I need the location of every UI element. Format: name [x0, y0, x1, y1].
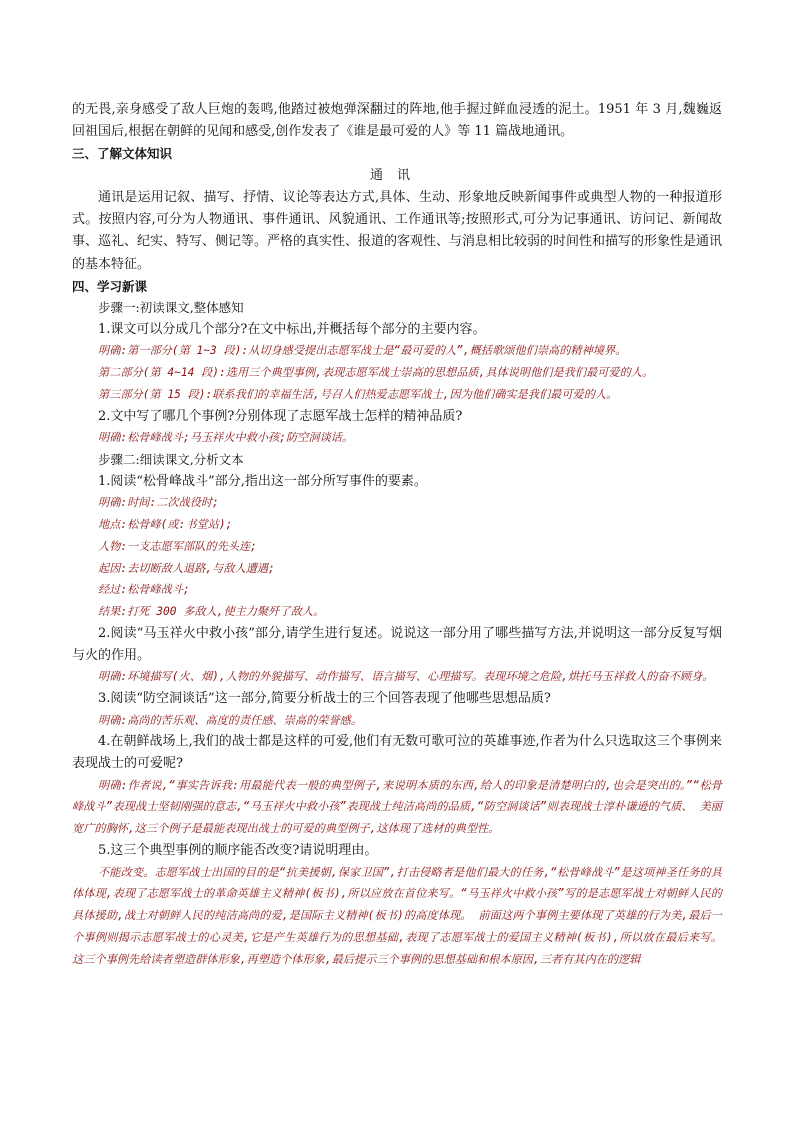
- answer-3-time: 明确:时间:二次战役时;: [98, 496, 219, 510]
- document-page: [72, 99, 722, 971]
- answer-7: 不能改变。志愿军战士出国的目的是“抗美援朝,保家卫国”,打击侵略者是他们最大的任务,“松骨峰战斗”是这项神圣任务的具体体现,表现了志愿军战士的革命英雄主义精神(板书),所以应放在首位来写。“马玉祥火中救小孩”写的是志愿军战士对朝鲜人民的具体援助,战士对朝鲜人民的纯洁高尚的爱,是国际主义精神(板书)的高度体现。 前面这两个事例主要体现了英雄的行为美,最后一个事例则揭示志愿军战士的心灵美,它是产生英雄行为的思想基础,表现了志愿军战士的爱国主义精神(板书),所以放在最后来写。 这三个事例先给读者塑造群体形象,再塑造个体形象,最后提示三个事例的思想基础和根本原因,三者有其内在的逻辑: [72, 865, 722, 966]
- question-7: 5.这三个典型事例的顺序能否改变?请说明理由。: [98, 842, 378, 858]
- step-1-title: 步骤一:初读课文,整体感知: [98, 300, 244, 316]
- answer-6: 明确:作者说,“事实告诉我:用最能代表一般的典型例子,来说明本质的东西,给人的印象是清楚明白的,也会是突出的。”“松骨峰战斗”表现战士坚韧刚强的意志,“马玉祥火中救小孩”表现战士纯洁高尚的品质,“防空洞谈话”则表现战士淳朴谦逊的气质、 美丽宽广的胸怀,这三个例子是最能表现出战士的可爱的典型例子,这体现了选材的典型性。: [72, 778, 722, 836]
- question-6: 4.在朝鲜战场上,我们的战士都是这样的可爱,他们有无数可歌可泣的英雄事迹,作者为什么只选取这三个事例来表现战士的可爱呢?: [72, 734, 722, 771]
- genre-title: 通讯: [369, 167, 424, 183]
- question-3: 1.阅读“松骨峰战斗”部分,指出这一部分所写事件的要素。: [98, 473, 427, 489]
- answer-1-part-2: 第二部分(第 4~14 段):选用三个典型事例,表现志愿军战士崇高的思想品质,具体说明他们是我们最可爱的人。: [98, 366, 654, 380]
- question-1: 1.课文可以分成几个部分?在文中标出,并概括每个部分的主要内容。: [98, 321, 486, 337]
- step-2-title: 步骤二:细读课文,分析文本: [98, 452, 244, 468]
- answer-3-process: 经过:松骨峰战斗;: [98, 583, 190, 597]
- section-4-heading: 四、学习新课: [72, 278, 148, 294]
- question-4: 2.阅读“马玉祥火中救小孩”部分,请学生进行复述。说说这一部分用了哪些描写方法,并说明这一部分反复写烟与火的作用。: [72, 625, 722, 663]
- intro-paragraph: 的无畏,亲身感受了敌人巨炮的轰鸣,他踏过被炮弹深翻过的阵地,他手握过鲜血浸透的泥土。1951 年 3 月,魏巍返回祖国后,根据在朝鲜的见闻和感受,创作发表了《谁是最可爱的人》等 11 篇战地通讯。: [72, 102, 722, 140]
- answer-5: 明确:高尚的苦乐观、高度的责任感、崇高的荣誉感。: [98, 713, 363, 727]
- genre-description: 通讯是运用记叙、描写、抒情、议论等表达方式,具体、生动、形象地反映新闻事件或典型人物的一种报道形式。按照内容,可分为人物通讯、事件通讯、风貌通讯、工作通讯等;按照形式,可分为记事通讯、访问记、新闻故事、巡礼、纪实、特写、侧记等。严格的真实性、报道的客观性、与消息相比较弱的时间性和描写的形象性是通讯的基本特征。: [72, 189, 723, 272]
- answer-1-part-1: 明确:第一部分(第 1~3 段):从切身感受提出志愿军战士是“最可爱的人”,概括歌颂他们崇高的精神境界。: [98, 344, 627, 358]
- answer-2: 明确:松骨峰战斗;马玉祥火中救小孩;防空洞谈话。: [98, 431, 354, 445]
- question-2: 2.文中写了哪几个事例?分别体现了志愿军战士怎样的精神品质?: [98, 408, 463, 424]
- question-5: 3.阅读“防空洞谈话”这一部分,简要分析战士的三个回答表现了他哪些思想品质?: [98, 690, 551, 706]
- answer-1-part-3: 第三部分(第 15 段):联系我们的幸福生活,号召人们热爱志愿军战士,因为他们确实是我们最可爱的人。: [98, 387, 618, 401]
- section-3-heading: 三、了解文体知识: [72, 146, 173, 162]
- answer-3-people: 人物:一支志愿军部队的先头连;: [98, 539, 257, 553]
- answer-3-result: 结果:打死 300 多敌人,使主力聚歼了敌人。: [98, 605, 325, 619]
- answer-4: 明确:环境描写(火、烟),人物的外貌描写、动作描写、语言描写、心理描写。表现环境之危险,烘托马玉祥救人的奋不顾身。: [98, 670, 714, 684]
- answer-3-cause: 起因:去切断敌人退路,与敌人遭遇;: [98, 561, 275, 575]
- answer-3-place: 地点:松骨峰(或:书堂站);: [98, 517, 233, 531]
